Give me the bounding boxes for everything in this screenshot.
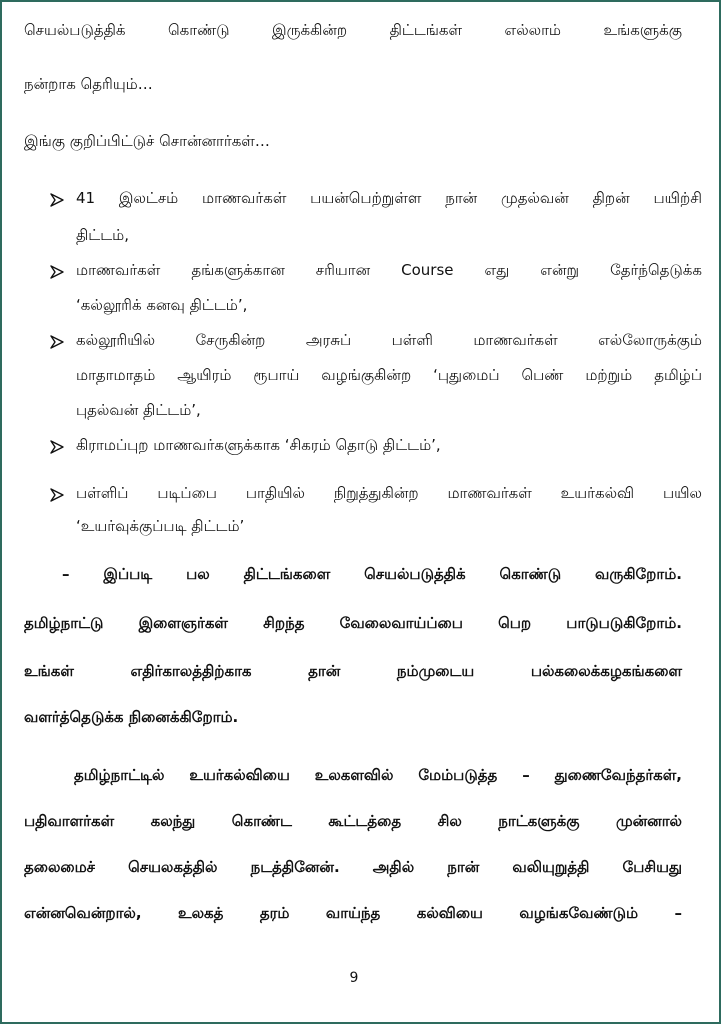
page-number: 9 — [349, 970, 359, 986]
bullet-2-line-1: மாணவர்கள் தங்களுக்கான சரியான Course எது என்று தேர்ந்தெடுக்க — [76, 261, 702, 279]
paragraph3-line3: தலைமைச் செயலகத்தில் நடத்தினேன். அதில் நான் வலியுறுத்தி பேசியது — [24, 858, 682, 876]
bullet-3-line-3: புதல்வன் திட்டம்’, — [76, 401, 201, 419]
paragraph3-line4: என்னவென்றால், உலகத் தரம் வாய்ந்த கல்வியை வழங்கவேண்டும் – — [24, 904, 682, 922]
bullet-4-line-1: கிராமப்புற மாணவர்களுக்காக ‘சிகரம் தொடு திட்டம்’, — [76, 436, 441, 454]
arrowhead-bullet-icon — [49, 192, 65, 208]
paragraph3-line2: பதிவாளர்கள் கலந்து கொண்ட கூட்டத்தை சில நாட்களுக்கு முன்னால் — [24, 812, 682, 830]
paragraph2-line2: தமிழ்நாட்டு இளைஞர்கள் சிறந்த வேலைவாய்ப்பை பெற பாடுபடுகிறோம். — [24, 614, 682, 632]
bullet-2-line-2: ‘கல்லூரிக் கனவு திட்டம்’, — [76, 296, 248, 314]
paragraph1-line1: செயல்படுத்திக் கொண்டு இருக்கின்ற திட்டங்கள் எல்லாம் உங்களுக்கு — [24, 21, 682, 39]
arrowhead-bullet-icon — [49, 264, 65, 280]
bullet-3-line-2: மாதாமாதம் ஆயிரம் ரூபாய் வழங்குகின்ற ‘புதுமைப் பெண் மற்றும் தமிழ்ப் — [76, 366, 702, 384]
paragraph2-line1: – இப்படி பல திட்டங்களை செயல்படுத்திக் கொண்டு வருகிறோம். — [62, 565, 682, 583]
paragraph2-line3: உங்கள் எதிர்காலத்திற்காக தான் நம்முடைய பல்கலைக்கழகங்களை — [24, 662, 682, 680]
bullet-1-line-2: திட்டம், — [76, 226, 130, 244]
arrowhead-bullet-icon — [49, 334, 65, 350]
paragraph1-line2: நன்றாக தெரியும்… — [24, 75, 153, 93]
page-content — [24, 2, 702, 1024]
arrowhead-bullet-icon — [49, 487, 65, 503]
paragraph2-line4: வளர்த்தெடுக்க நினைக்கிறோம். — [24, 708, 239, 726]
bullet-1-line-1: 41 இலட்சம் மாணவர்கள் பயன்பெற்றுள்ள நான் முதல்வன் திறன் பயிற்சி — [76, 189, 702, 207]
intro-line: இங்கு குறிப்பிட்டுச் சொன்னார்கள்… — [24, 132, 270, 150]
paragraph3-line1: தமிழ்நாட்டில் உயர்கல்வியை உலகளவில் மேம்படுத்த – துணைவேந்தர்கள், — [74, 766, 682, 784]
bullet-3-line-1: கல்லூரியில் சேருகின்ற அரசுப் பள்ளி மாணவர்கள் எல்லோருக்கும் — [76, 331, 702, 349]
arrowhead-bullet-icon — [49, 439, 65, 455]
bullet-5-line-1: பள்ளிப் படிப்பை பாதியில் நிறுத்துகின்ற மாணவர்கள் உயர்கல்வி பயில — [76, 484, 702, 502]
bullet-5-line-2: ‘உயர்வுக்குப்படி திட்டம்’ — [76, 517, 245, 535]
